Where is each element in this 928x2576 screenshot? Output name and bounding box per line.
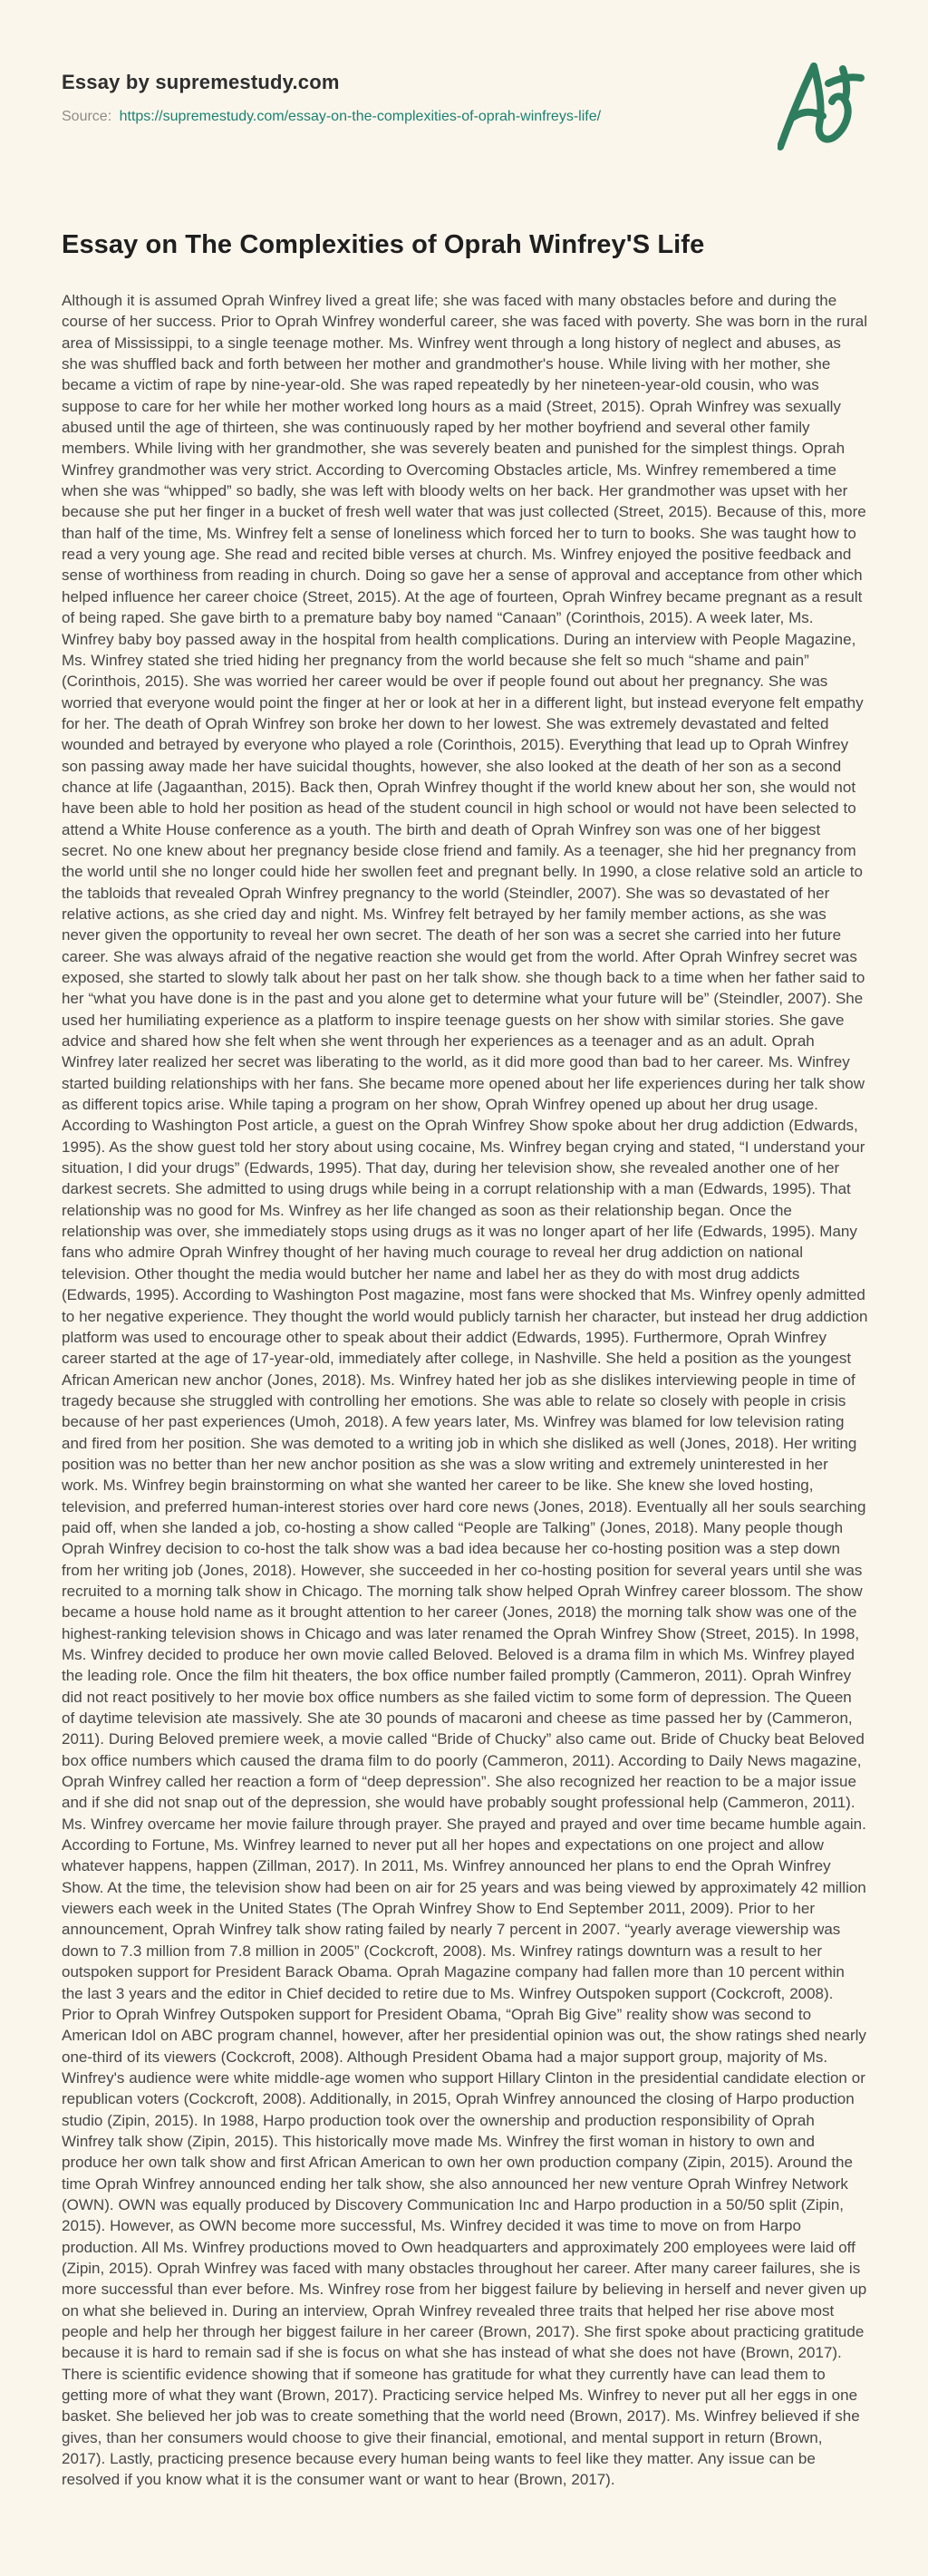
source-link[interactable]: https://supremestudy.com/essay-on-the-complexities-of-oprah-winfreys-life/ xyxy=(119,109,602,124)
source-label: Source: xyxy=(62,109,112,124)
essay-body: Although it is assumed Oprah Winfrey lived a great life; she was faced with many obstacles before and during the course of her success. Prior to Oprah Winfrey wonderful career, she was faced with poverty. She was born in the rural area of Mississippi, to a single teenage mother. Ms. Winfrey went through a long history of neglect and abuses, as she was shuffled back and forth between her mother and grandmother's house. While living with her mother, she became a victim of rape by nine-year-old. She was raped repeatedly by her nineteen-year-old cousin, who was suppose to care for her while her mother worked long hours as a maid (Street, 2015). Oprah Winfrey was sexually abused until the age of thirteen, she was continuously raped by her mother boyfriend and several other family members. While living with her grandmother, she was severely beaten and punished for the simplest things. Oprah Winfrey grandmother was very strict. According to Overcoming Obstacles article, Ms. Winfrey remembered a time when she was “whipped” so badly, she was left with bloody welts on her back. Her grandmother was upset with her because she put her finger in a bucket of fresh well water that was just collected (Street, 2015). Because of this, more than half of the time, Ms. Winfrey felt a sense of loneliness which forced her to turn to books. She was taught how to read a very young age. She read and recited bible verses at church. Ms. Winfrey enjoyed the positive feedback and sense of worthiness from reading in church. Doing so gave her a sense of approval and acceptance from other which helped influence her career choice (Street, 2015). At the age of fourteen, Oprah Winfrey became pregnant as a result of being raped. She gave birth to a premature baby boy named “Canaan” (Corinthois, 2015). A week later, Ms. Winfrey baby boy passed away in the hospital from health complications. During an interview with People Magazine, Ms. Winfrey stated she tried hiding her pregnancy from the world because she felt so much “shame and pain” (Corinthois, 2015). She was worried her career would be over if people found out about her pregnancy. She was worried that everyone would point the finger at her or look at her in a different light, but instead everyone felt empathy for her. The death of Oprah Winfrey son broke her down to her lowest. She was extremely devastated and felted wounded and betrayed by everyone who played a role (Corinthois, 2015). Everything that lead up to Oprah Winfrey son passing away made her have suicidal thoughts, however, she also looked at the death of her son as a second chance at life (Jagaanthan, 2015). Back then, Oprah Winfrey thought if the world knew about her son, she would not have been able to hold her position as head of the student council in high school or would not have been selected to attend a White House conference as a youth. The birth and death of Oprah Winfrey son was one of her biggest secret. No one knew about her pregnancy beside close friend and family. As a teenager, she hid her pregnancy from the world until she no longer could hide her swollen feet and pregnant belly. In 1990, a close relative sold an article to the tabloids that revealed Oprah Winfrey pregnancy to the world (Steindler, 2007). She was so devastated of her relative actions, as she cried day and night. Ms. Winfrey felt betrayed by her family member actions, as she was never given the opportunity to reveal her own secret. The death of her son was a secret she carried into her future career. She was always afraid of the negative reaction she would get from the world. After Oprah Winfrey secret was exposed, she started to slowly talk about her past on her talk show. she though back to a time when her father said to her “what you have done is in the past and you alone get to determine what your future will be” (Steindler, 2007). She used her humiliating experience as a platform to inspire teenage guests on her show with similar stories. She gave advice and shared how she felt when she went through her experiences as a teenager and as an adult. Oprah Winfrey later realized her secret was liberating to the world, as it did more good than bad to her career. Ms. Winfrey started building relationships with her fans. She became more opened about her life experiences during her talk show as different topics arise. While taping a program on her show, Oprah Winfrey opened up about her drug usage. According to Washington Post article, a guest on the Oprah Winfrey Show spoke about her drug addiction (Edwards, 1995). As the show guest told her story about using cocaine, Ms. Winfrey began crying and stated, “I understand your situation, I did your drugs” (Edwards, 1995). That day, during her television show, she revealed another one of her darkest secrets. She admitted to using drugs while being in a corrupt relationship with a man (Edwards, 1995). That relationship was no good for Ms. Winfrey as her life changed as soon as their relationship began. Once the relationship was over, she immediately stops using drugs as it was no longer apart of her life (Edwards, 1995). Many fans who admire Oprah Winfrey thought of her having much courage to reveal her drug addiction on national television. Other thought the media would butcher her name and label her as they do with most drug addicts (Edwards, 1995). According to Washington Post magazine, most fans were shocked that Ms. Winfrey openly admitted to her negative experience. They thought the world would publicly tarnish her character, but instead her drug addiction platform was used to encourage other to speak about their addict (Edwards, 1995). Furthermore, Oprah Winfrey career started at the age of 17-year-old, immediately after college, in Nashville. She held a position as the youngest African American new anchor (Jones, 2018). Ms. Winfrey hated her job as she dislikes interviewing people in time of tragedy because she struggled with controlling her emotions. She was able to relate so closely with people in crisis because of her past experiences (Umoh, 2018). A few years later, Ms. Winfrey was blamed for low television rating and fired from her position. She was demoted to a writing job in which she disliked as well (Jones, 2018). Her writing position was no better than her new anchor position as she was a slow writing and extremely uninterested in her work. Ms. Winfrey begin brainstorming on what she wanted her career to be like. She knew she loved hosting, television, and preferred human-interest stories over hard core news (Jones, 2018). Eventually all her souls searching paid off, when she landed a job, co-hosting a show called “People are Talking” (Jones, 2018). Many people though Oprah Winfrey decision to co-host the talk show was a bad idea because her co-hosting position was a step down from her writing job (Jones, 2018). However, she succeeded in her co-hosting position for several years until she was recruited to a morning talk show in Chicago. The morning talk show helped Oprah Winfrey career blossom. The show became a house hold name as it brought attention to her career (Jones, 2018) the morning talk show was one of the highest-ranking television shows in Chicago and was later renamed the Oprah Winfrey Show (Street, 2015). In 1998, Ms. Winfrey decided to produce her own movie called Beloved. Beloved is a drama film in which Ms. Winfrey played the leading role. Once the film hit theaters, the box office number failed promptly (Cammeron, 2011). Oprah Winfrey did not react positively to her movie box office numbers as she failed victim to some form of depression. The Queen of daytime television ate massively. She ate 30 pounds of macaroni and cheese as time passed her by (Cammeron, 2011). During Beloved premiere week, a movie called “Bride of Chucky” also came out. Bride of Chucky beat Beloved box office numbers which caused the drama film to do poorly (Cammeron, 2011). According to Daily News magazine, Oprah Winfrey called her reaction a form of “deep depression”. She also recognized her reaction to be a major issue and if she did not snap out of the depression, she would have probably sought professional help (Cammeron, 2011). Ms. Winfrey overcame her movie failure through prayer. She prayed and prayed and over time became humble again. According to Fortune, Ms. Winfrey learned to never put all her hopes and expectations on one project and allow whatever happens, happen (Zillman, 2017). In 2011, Ms. Winfrey announced her plans to end the Oprah Winfrey Show. At the time, the television show had been on air for 25 years and was being viewed by approximately 42 million viewers each week in the United States (The Oprah Winfrey Show to End September 2011, 2009). Prior to her announcement, Oprah Winfrey talk show rating failed by nearly 7 percent in 2007. “yearly average viewership was down to 7.3 million from 7.8 million in 2005” (Cockcroft, 2008). Ms. Winfrey ratings downturn was a result to her outspoken support for President Barack Obama. Oprah Magazine company had fallen more than 10 percent within the last 3 years and the editor in Chief decided to retire due to Ms. Winfrey Outspoken support (Cockcroft, 2008). Prior to Oprah Winfrey Outspoken support for President Obama, “Oprah Big Give” reality show was second to American Idol on ABC program channel, however, after her presidential opinion was out, the show ratings shed nearly one-third of its viewers (Cockcroft, 2008). Although President Obama had a major support group, majority of Ms. Winfrey's audience were white middle-age women who support Hillary Clinton in the presidential candidate election or republican voters (Cockcroft, 2008). Additionally, in 2015, Oprah Winfrey announced the closing of Harpo production studio (Zipin, 2015). In 1988, Harpo production took over the ownership and production responsibility of Oprah Winfrey talk show (Zipin, 2015). This historically move made Ms. Winfrey the first woman in history to own and produce her own talk show and first African American to own her own production company (Zipin, 2015). Around the time Oprah Winfrey announced ending her talk show, she also announced her new venture Oprah Winfrey Network (OWN). OWN was equally produced by Discovery Communication Inc and Harpo production in a 50/50 split (Zipin, 2015). However, as OWN become more successful, Ms. Winfrey decided it was time to move on from Harpo production. All Ms. Winfrey productions moved to Own headquarters and approximately 200 employees were laid off (Zipin, 2015). Oprah Winfrey was faced with many obstacles throughout her career. After many career failures, she is more successful than ever before. Ms. Winfrey rose from her biggest failure by believing in herself and never given up on what she believed in. During an interview, Oprah Winfrey revealed three traits that helped her rise above most people and help her through her biggest failure in her career (Brown, 2017). She first spoke about practicing gratitude because it is hard to remain sad if she is focus on what she has instead of what she does not have (Brown, 2017). There is scientific evidence showing that if someone has gratitude for what they currently have can lead them to getting more of what they want (Brown, 2017). Practicing service helped Ms. Winfrey to never put all her eggs in one basket. She believed her job was to create something that the world need (Brown, 2017). Ms. Winfrey believed if she gives, than her consumers would choose to give their financial, emotional, and mental support in return (Brown, 2017). Lastly, practicing presence because every human being wants to feel like they matter. Any issue can be resolved if you know what it is the consumer want or want to hear (Brown, 2017). xyxy=(62,292,868,2489)
a-plus-logo-icon xyxy=(778,58,868,152)
byline: Essay by supremestudy.com xyxy=(62,71,340,93)
essay-title: Essay on The Complexities of Oprah Winfrey'S Life xyxy=(62,230,705,259)
source-row xyxy=(62,109,868,125)
